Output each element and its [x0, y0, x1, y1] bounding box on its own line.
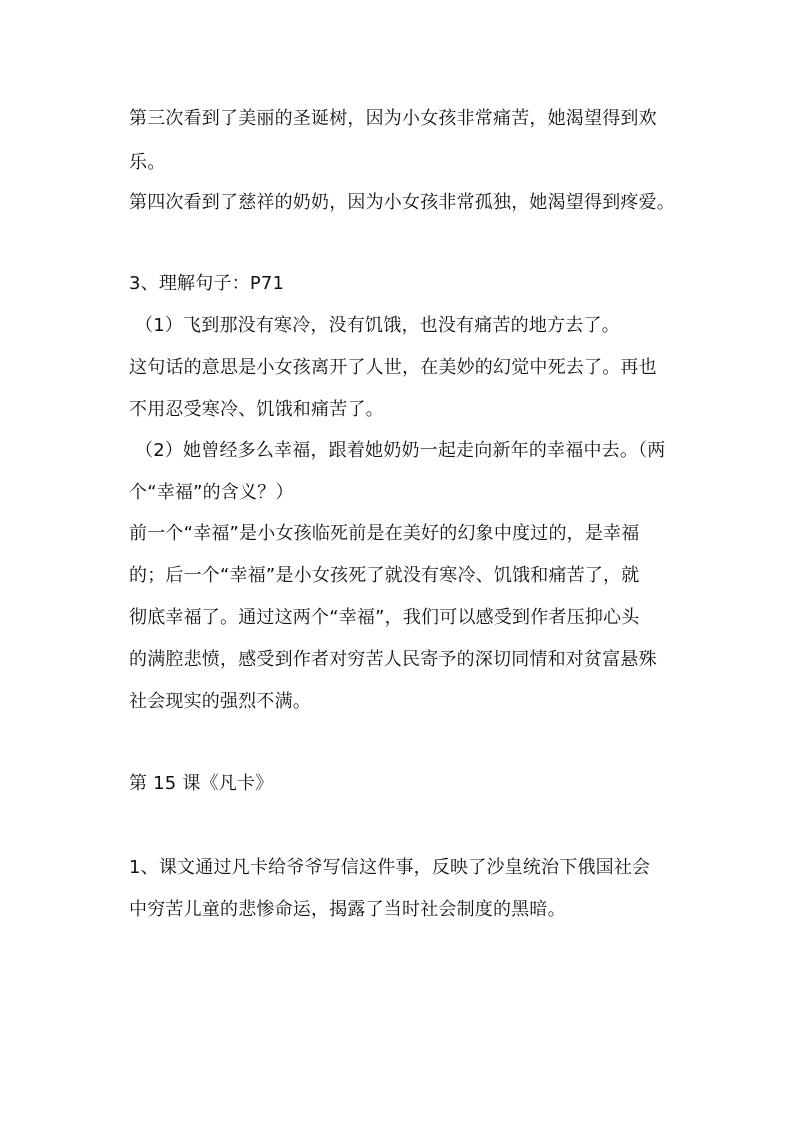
text-line: 这句话的意思是小女孩离开了人世，在美妙的幻觉中死去了。再也 [129, 357, 657, 378]
text-line: 的；后一个“幸福”是小女孩死了就没有寒冷、饥饿和痛苦了，就 [129, 565, 640, 586]
text-line: 第三次看到了美丽的圣诞树，因为小女孩非常痛苦，她渴望得到欢 [129, 108, 657, 129]
text-line: （1）飞到那没有寒冷，没有饥饿，也没有痛苦的地方去了。 [135, 315, 620, 336]
text-line: 个“幸福”的含义？） [129, 482, 294, 503]
text-line: 1、课文通过凡卡给爷爷写信这件事，反映了沙皇统治下俄国社会 [129, 857, 651, 878]
text-line: 不用忍受寒冷、饥饿和痛苦了。 [129, 399, 384, 420]
text-line: 前一个“幸福”是小女孩临死前是在美好的幻象中度过的，是幸福 [129, 523, 640, 544]
section-heading: 3、理解句子：P71 [129, 273, 285, 294]
text-line: 的满腔悲愤，感受到作者对穷苦人民寄予的深切同情和对贫富悬殊 [129, 649, 657, 670]
text-line: 彻底幸福了。通过这两个“幸福”，我们可以感受到作者压抑心头 [129, 607, 640, 628]
text-line: 乐。 [129, 152, 166, 173]
lesson-title: 第 15 课《凡卡》 [129, 773, 274, 794]
text-line: 中穷苦儿童的悲惨命运，揭露了当时社会制度的黑暗。 [129, 899, 566, 920]
text-line: 第四次看到了慈祥的奶奶，因为小女孩非常孤独，她渴望得到疼爱。 [129, 192, 675, 213]
text-line: （2）她曾经多么幸福，跟着她奶奶一起走向新年的幸福中去。（两 [135, 440, 666, 461]
text-line: 社会现实的强烈不满。 [129, 691, 311, 712]
